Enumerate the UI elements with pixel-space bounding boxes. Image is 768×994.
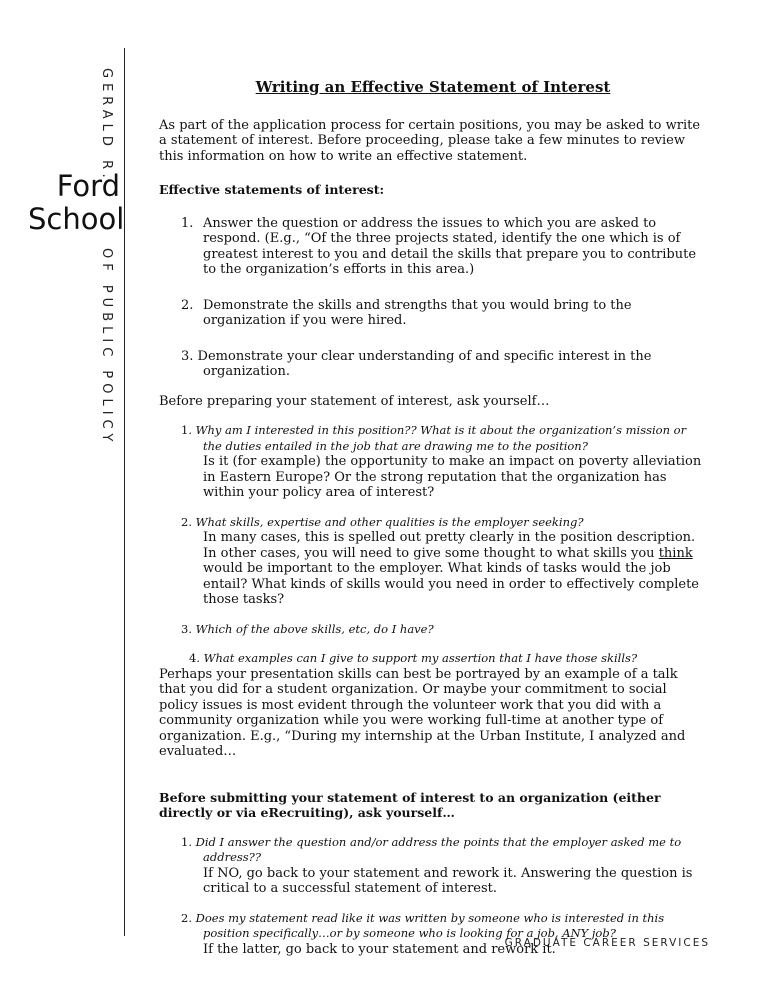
effective-item-2	[159, 298, 707, 329]
question-number: 1.	[181, 834, 192, 849]
prep-answer-2	[159, 530, 707, 608]
question-text: Why am I interested in this position?? What is it about the organization’s mission or	[195, 423, 687, 437]
effective-heading: Effective statements of interest:	[159, 182, 385, 197]
document-body	[159, 80, 707, 957]
prep-answer-1: Is it (for example) the opportunity to make an impact on poverty alleviation in Eastern Europe? Or the strong reputation that the organization has within your policy area of interest?	[203, 454, 702, 500]
footer-department: GRADUATE CAREER SERVICES	[504, 937, 710, 949]
prep-question-4	[159, 651, 707, 667]
answer-part-b: would be important to the employer. What kinds of tasks would the job entail? What kinds of skills would you need in order to effectively complete those tasks?	[203, 561, 699, 607]
question-text: Does my statement read like it was written by someone who is interested in this	[195, 910, 665, 925]
prep-answer-4: Perhaps your presentation skills can best be portrayed by an example of a talk that you did for a student organization. Or maybe your commitment to social policy issues is most evident through the volunteer work that you did with a community organization while you were working full-time at another type of organization. E.g., “During my internship at the Urban Institute, I analyzed and evaluated…	[159, 666, 686, 759]
question-text-cont: the duties entailed in the job that are drawing me to the position?	[203, 438, 588, 453]
page-title: Writing an Effective Statement of Interest	[255, 78, 611, 96]
question-text-cont: position specifically…or by someone who is looking for a job, ANY job?	[203, 926, 616, 940]
submit-question-1	[159, 835, 707, 866]
question-number: 1.	[181, 423, 192, 437]
sidebar-bottom-text: OF PUBLIC POLICY	[99, 248, 114, 447]
item-number: 3.	[181, 348, 194, 364]
logo-line-ford: Ford	[56, 169, 120, 203]
item-text: Demonstrate your clear understanding of and specific interest in the organization.	[197, 348, 652, 379]
effective-item-1	[159, 216, 707, 278]
prep-question-1	[159, 423, 707, 454]
question-number: 2.	[181, 514, 192, 529]
question-number: 4.	[189, 651, 200, 665]
logo-line-school: School	[28, 202, 125, 236]
before-submitting-heading: Before submitting your statement of interest to an organization (either directly or via eRecruiting), ask yourself…	[159, 789, 661, 820]
submit-answer-1: If NO, go back to your statement and rework it. Answering the question is critical to a successful statement of interest.	[203, 865, 693, 896]
prep-question-3	[159, 622, 707, 638]
sidebar-divider	[124, 48, 125, 936]
prep-question-2	[159, 515, 707, 531]
ford-school-logo	[28, 169, 125, 236]
question-number: 2.	[181, 910, 192, 925]
submit-answer-2: If the latter, go back to your statement and rework it.	[203, 941, 556, 957]
question-number: 3.	[181, 621, 192, 636]
before-preparing-heading: Before preparing your statement of interest, ask yourself…	[159, 393, 550, 409]
question-text: What skills, expertise and other qualities is the employer seeking?	[195, 514, 584, 529]
intro-paragraph: As part of the application process for certain positions, you may be asked to write a statement of interest. Before proceeding, please take a few minutes to review this information on how to write an effective statement.	[159, 117, 701, 164]
item-text: Demonstrate the skills and strengths that you would bring to the organization if you were hired.	[203, 297, 632, 328]
question-text: What examples can I give to support my assertion that I have those skills?	[203, 651, 638, 665]
answer-part-a: In many cases, this is spelled out pretty clearly in the position description. In other cases, you will need to give some thought to what skills you	[203, 530, 696, 561]
question-text: Did I answer the question and/or address the points that the employer asked me to	[195, 834, 682, 849]
item-number: 1.	[181, 215, 194, 231]
question-text: Which of the above skills, etc, do I have?	[195, 621, 434, 636]
effective-item-3	[159, 349, 707, 380]
sidebar-top-text: GERALD R.	[99, 68, 114, 183]
answer-underlined-word: think	[658, 545, 693, 561]
question-text-cont: address??	[203, 850, 262, 864]
item-text: Answer the question or address the issues to which you are asked to respond. (E.g., “Of the three projects stated, identify the one which is of greatest interest to you and detail the skills that prepare you to contribute to the organization’s efforts in this area.)	[203, 215, 697, 277]
item-number: 2.	[181, 297, 194, 313]
